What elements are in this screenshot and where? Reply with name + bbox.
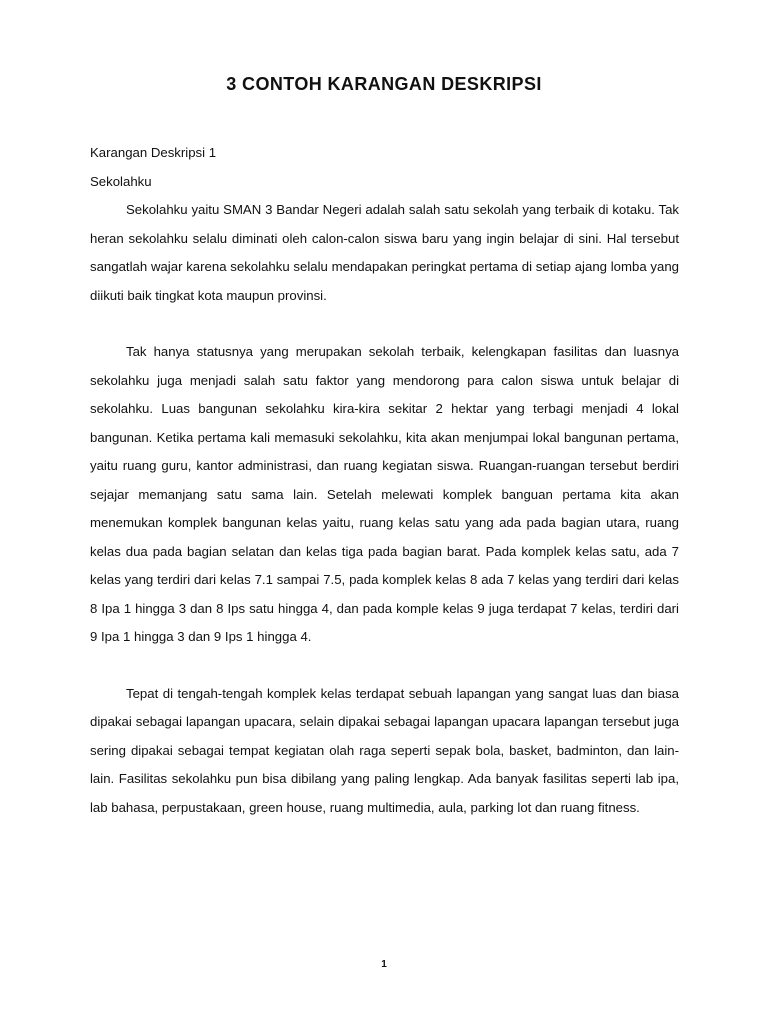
document-body bbox=[90, 139, 679, 822]
section-label: Karangan Deskripsi 1 bbox=[90, 145, 217, 160]
essay-title: Sekolahku bbox=[90, 173, 152, 189]
paragraph-2: Tak hanya statusnya yang merupakan sekolah terbaik, kelengkapan fasilitas dan luasnya sekolahku juga menjadi salah satu faktor yang mendorong para calon siswa untuk belajar di sekolahku. Luas bangunan sekolahku kira-kira sekitar 2 hektar yang terbagi menjadi 4 lokal bangunan. Ketika pertama kali memasuki sekolahku, kita akan menjumpai lokal bangunan pertama, yaitu ruang guru, kantor administrasi, dan ruang kegiatan siswa. Ruangan-ruangan tersebut berdiri sejajar memanjang satu sama lain. Setelah melewati komplek banguan pertama kita akan menemukan komplek bangunan kelas yaitu, ruang kelas satu yang ada pada bagian utara, ruang kelas dua pada bagian selatan dan kelas tiga pada bagian barat. Pada komplek kelas satu, ada 7 kelas yang terdiri dari kelas 7.1 sampai 7.5, pada komplek kelas 8 ada 7 kelas yang terdiri dari kelas 8 Ipa 1 hingga 3 dan 8 Ips satu hingga 4, dan pada komple kelas 9 juga terdapat 7 kelas, terdiri dari 9 Ipa 1 hingga 3 dan 9 Ips 1 hingga 4. bbox=[90, 344, 679, 644]
paragraph-1: Sekolahku yaitu SMAN 3 Bandar Negeri adalah salah satu sekolah yang terbaik di kotaku. Tak heran sekolahku selalu diminati oleh calon-calon siswa baru yang ingin belajar di sini. Hal tersebut sangatlah wajar karena sekolahku selalu mendapakan peringkat pertama di setiap ajang lomba yang diikuti baik tingkat kota maupun provinsi. bbox=[90, 202, 679, 303]
paragraph-3: Tepat di tengah-tengah komplek kelas terdapat sebuah lapangan yang sangat luas dan biasa dipakai sebagai lapangan upacara, selain dipakai sebagai lapangan upacara lapangan tersebut juga sering dipakai sebagai tempat kegiatan olah raga seperti sepak bola, basket, badminton, dan lain-lain. Fasilitas sekolahku pun bisa dibilang yang paling lengkap. Ada banyak fasilitas seperti lab ipa, lab bahasa, perpustakaan, green house, ruang multimedia, aula, parking lot dan ruang fitness. bbox=[90, 685, 679, 815]
document-title: 3 CONTOH KARANGAN DESKRIPSI bbox=[226, 74, 542, 94]
page-number: 1 bbox=[381, 959, 387, 970]
